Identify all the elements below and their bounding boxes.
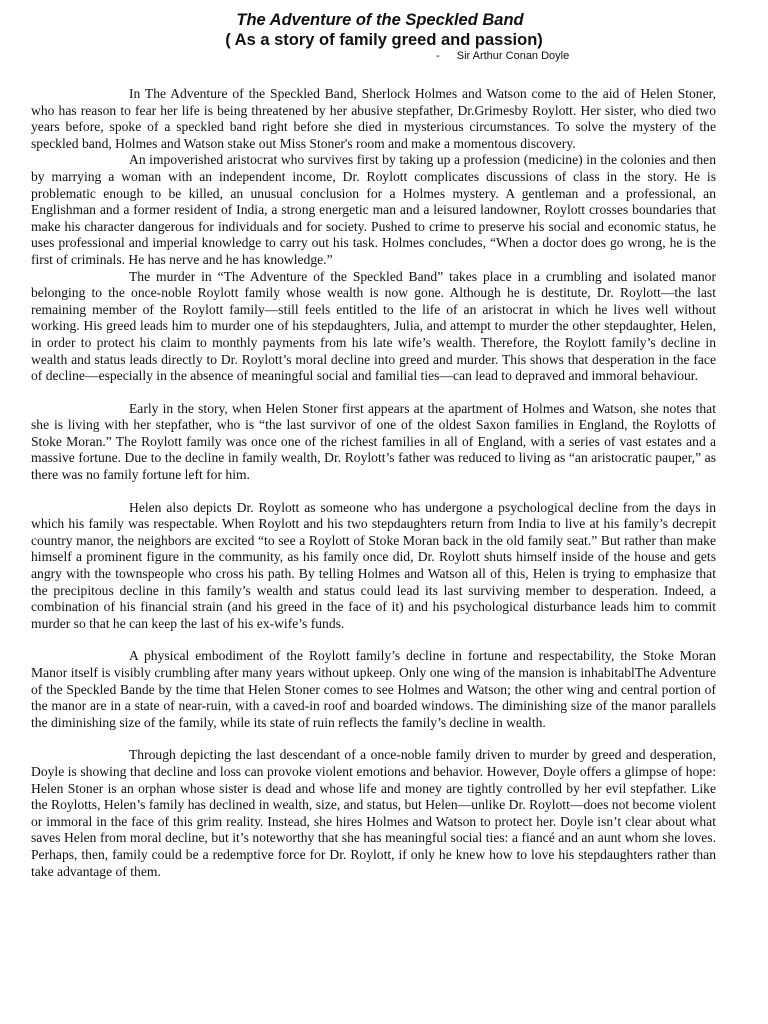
paragraph-5: Helen also depicts Dr. Roylott as someone who has undergone a psychological decline from the days in which his family was respectable. When Roylott and his two stepdaughters return from India to live at his family’s decrepit country manor, the neighbors are excited “to see a Roylott of Stoke Moran back in the old family seat.” But rather than make himself a prominent figure in the community, as his family once did, Dr. Roylott shuts himself inside of the house and gets angry with the townspeople who cross his path. By telling Holmes and Watson all of this, Helen is trying to emphasize that the precipitous decline in this family’s wealth and status could lead its last surviving member to desperation. Indeed, a combination of his financial strain (and his greed in the face of it) and his psychological disturbance leads him to commit murder so that he can keep the last of his ex-wife’s funds.	[31, 499, 716, 631]
paragraph-2: An impoverished aristocrat who survives first by taking up a profession (medicine) in the colonies and then by marrying a woman with an independent income, Dr. Roylott complicates discussions of class in the story. He is problematic enough to be killed, an unusual conclusion for a Holmes mystery. A gentleman and a professional, an Englishman and a former resident of India, a strong energetic man and a leisured landowner, Roylott crosses boundaries that make his character dangerous for individuals and for society. Pushed to crime to preserve his social and economic status, he uses professional and imperial knowledge to carry out his task. Holmes concludes, “When a doctor does go wrong, he is the first of criminals. He has nerve and he has knowledge.”	[31, 152, 716, 267]
paragraph-3: The murder in “The Adventure of the Speckled Band” takes place in a crumbling and isolated manor belonging to the once-noble Roylott family whose wealth is now gone. Although he is destitute, Dr. Roylott—the last remaining member of the Roylott family—still feels entitled to the life of an aristocrat in which he lives well without working. His greed leads him to murder one of his stepdaughters, Julia, and attempt to murder the other stepdaughter, Helen, in order to protect his claim to monthly payments from his late wife’s wealth. Therefore, the Roylott family’s decline in wealth and status leads directly to Dr. Roylott’s moral decline into greed and murder. This shows that desperation in the face of decline—especially in the absence of meaningful social and familial ties—can lead to depraved and immoral behaviour.	[31, 268, 716, 384]
author-dash: -	[436, 50, 440, 62]
paragraph-6: A physical embodiment of the Roylott family’s decline in fortune and respectability, the Stoke Moran Manor itself is visibly crumbling after many years without upkeep. Only one wing of the mansion is inhabitablThe Adventure of the Speckled Bande by the time that Helen Stoner comes to see Holmes and Watson; the other wing and central portion of the manor are in a state of near-ruin, with a caved-in roof and boarded windows. The diminishing size of the manor parallels the diminishing size of the family, while its state of ruin reflects the family’s decline in wealth.	[31, 648, 716, 730]
author-line	[436, 49, 569, 63]
paragraph-1: In The Adventure of the Speckled Band, Sherlock Holmes and Watson come to the aid of Helen Stoner, who has reason to fear her life is being threatened by her abusive stepfather, Dr.Grimesby Roylott. Her sister, who died two years before, spoke of a speckled band right before she died in mysterious circumstances. To solve the mystery of the speckled band, Holmes and Watson stake out Miss Stoner's room and make a momentous discovery.	[31, 86, 716, 151]
author-name: Sir Arthur Conan Doyle	[456, 50, 570, 62]
essay-body	[31, 86, 716, 880]
paragraph-7: Through depicting the last descendant of a once-noble family driven to murder by greed and desperation, Doyle is showing that decline and loss can provoke violent emotions and behavior. However, Doyle offers a glimpse of hope: Helen Stoner is an orphan whose sister is dead and whose life and money are tightly controlled by her evil stepfather. Like the Roylotts, Helen’s family has declined in wealth, size, and status, but Helen—unlike Dr. Roylott—does not become violent or immoral in the face of this grim reality. Instead, she hires Holmes and Watson to protect her. Doyle isn’t clear about what saves Helen from moral decline, but it’s noteworthy that she has meaningful social ties: a fiancé and an aunt whom she loves. Perhaps, then, family could be a redemptive force for Dr. Roylott, if only he knew how to love his stepdaughters rather than take advantage of them.	[31, 747, 716, 879]
paragraph-4: Early in the story, when Helen Stoner first appears at the apartment of Holmes and Watson, she notes that she is living with her stepfather, who is “the last survivor of one of the oldest Saxon families in England, the Roylotts of Stoke Moran.” The Roylott family was once one of the richest families in all of England, with a series of vast estates and a massive fortune. Due to the decline in family wealth, Dr. Roylott’s father was reduced to living as “an aristocratic pauper,” as there was no family fortune left for him.	[31, 400, 716, 483]
document-title: The Adventure of the Speckled Band	[236, 11, 524, 29]
document-subtitle: ( As a story of family greed and passion)	[225, 31, 543, 49]
